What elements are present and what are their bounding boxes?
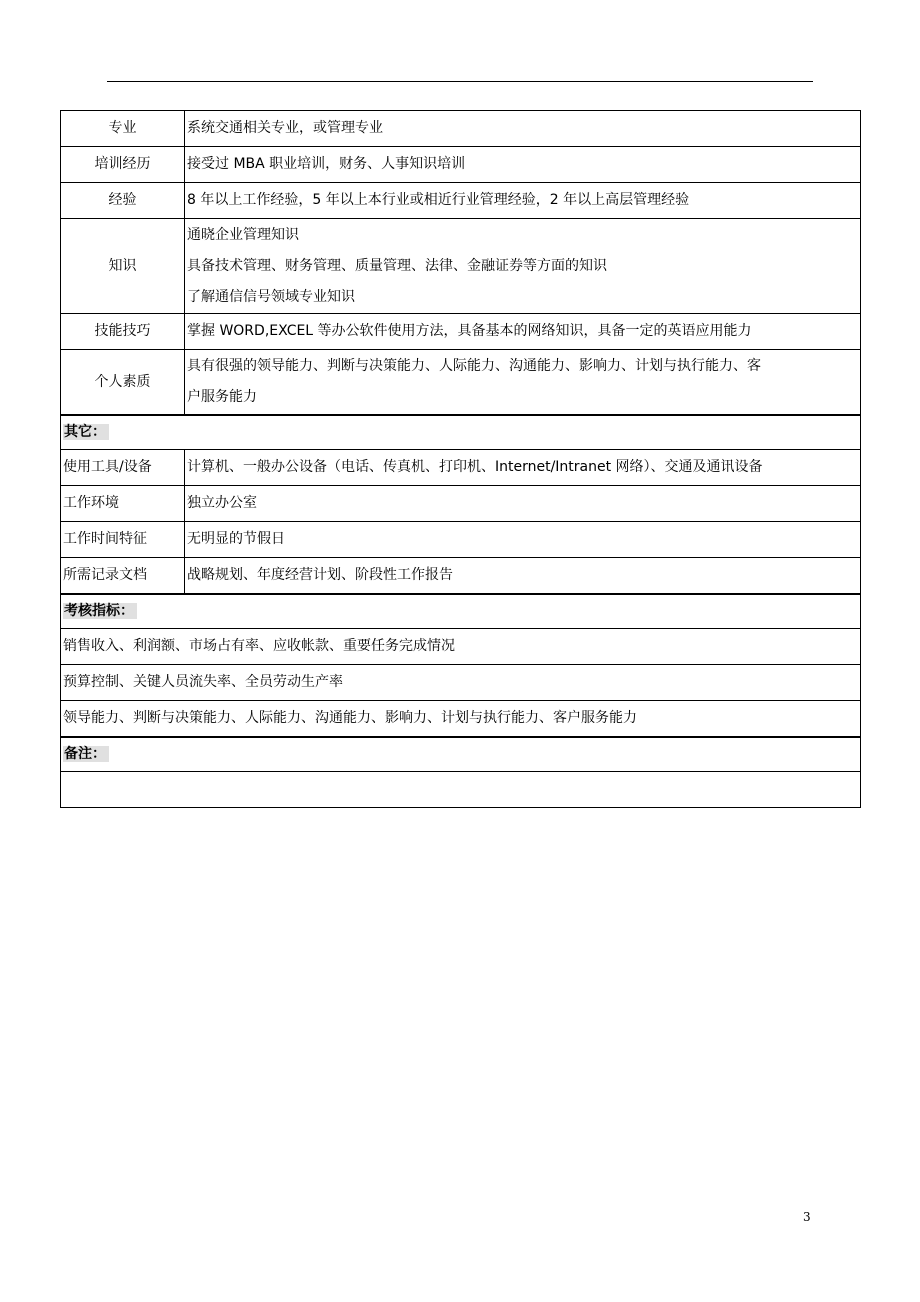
- section-remarks: [61, 737, 861, 772]
- row-label: 所需记录文档: [61, 558, 185, 595]
- table-row-kpi: [61, 629, 861, 665]
- table-row-remarks: [61, 772, 861, 808]
- row-value: [185, 147, 861, 183]
- job-description-table: [60, 110, 861, 808]
- row-value: [185, 219, 861, 314]
- table-row-work-time: [61, 522, 861, 558]
- table-row-knowledge: [61, 219, 861, 314]
- section-kpi: [61, 594, 861, 629]
- page-number: 3: [803, 1210, 811, 1224]
- header-rule: [107, 81, 813, 82]
- table-row-experience: [61, 183, 861, 219]
- value-line: 了解通信信号领域专业知识: [187, 288, 355, 305]
- table-row-kpi: [61, 701, 861, 738]
- row-label: 专业: [61, 111, 185, 147]
- table-row-training: [61, 147, 861, 183]
- value-line: 户服务能力: [187, 389, 257, 405]
- row-label: 个人素质: [61, 350, 185, 416]
- row-value: 独立办公室: [185, 486, 861, 522]
- value-line: 通晓企业管理知识: [187, 226, 299, 243]
- table-row-documents: [61, 558, 861, 595]
- value-line: 具备技术管理、财务管理、质量管理、法律、金融证券等方面的知识: [187, 257, 607, 274]
- row-value: 无明显的节假日: [185, 522, 861, 558]
- row-label: 工作环境: [61, 486, 185, 522]
- value-line: 具有很强的领导能力、判断与决策能力、人际能力、沟通能力、影响力、计划与执行能力、客: [187, 358, 761, 374]
- table-row-skills: [61, 314, 861, 350]
- kpi-value: 预算控制、关键人员流失率、全员劳动生产率: [61, 665, 861, 701]
- value-line: 接受过 MBA 职业培训，财务、人事知识培训: [187, 156, 466, 172]
- value-line: 系统交通相关专业，或管理专业: [187, 120, 383, 136]
- row-value: [185, 350, 861, 416]
- section-other: [61, 415, 861, 450]
- table-row-major: [61, 111, 861, 147]
- remarks-value: [61, 772, 861, 808]
- value-line: 8 年以上工作经验，5 年以上本行业或相近行业管理经验，2 年以上高层管理经验: [187, 192, 690, 208]
- row-label: 经验: [61, 183, 185, 219]
- value-line: 掌握 WORD,EXCEL 等办公软件使用方法，具备基本的网络知识，具备一定的英语应用能力: [187, 323, 752, 339]
- row-label: 技能技巧: [61, 314, 185, 350]
- table-row-tools: [61, 450, 861, 486]
- row-label: 工作时间特征: [61, 522, 185, 558]
- kpi-value: 销售收入、利润额、市场占有率、应收帐款、重要任务完成情况: [61, 629, 861, 665]
- kpi-value: 领导能力、判断与决策能力、人际能力、沟通能力、影响力、计划与执行能力、客户服务能力: [61, 701, 861, 738]
- row-label: 培训经历: [61, 147, 185, 183]
- row-label: 使用工具/设备: [61, 450, 185, 486]
- table-row-kpi: [61, 665, 861, 701]
- row-value: [185, 183, 861, 219]
- section-title: 考核指标：: [63, 603, 137, 619]
- row-value: [185, 111, 861, 147]
- table-row-environment: [61, 486, 861, 522]
- row-value: 战略规划、年度经营计划、阶段性工作报告: [185, 558, 861, 595]
- row-value: 计算机、一般办公设备（电话、传真机、打印机、Internet/Intranet 网络）、交通及通讯设备: [185, 450, 861, 486]
- row-value: [185, 314, 861, 350]
- table-row-personal-quality: [61, 350, 861, 416]
- row-label: 知识: [61, 219, 185, 314]
- section-title: 备注：: [63, 746, 109, 762]
- section-title: 其它：: [63, 424, 109, 440]
